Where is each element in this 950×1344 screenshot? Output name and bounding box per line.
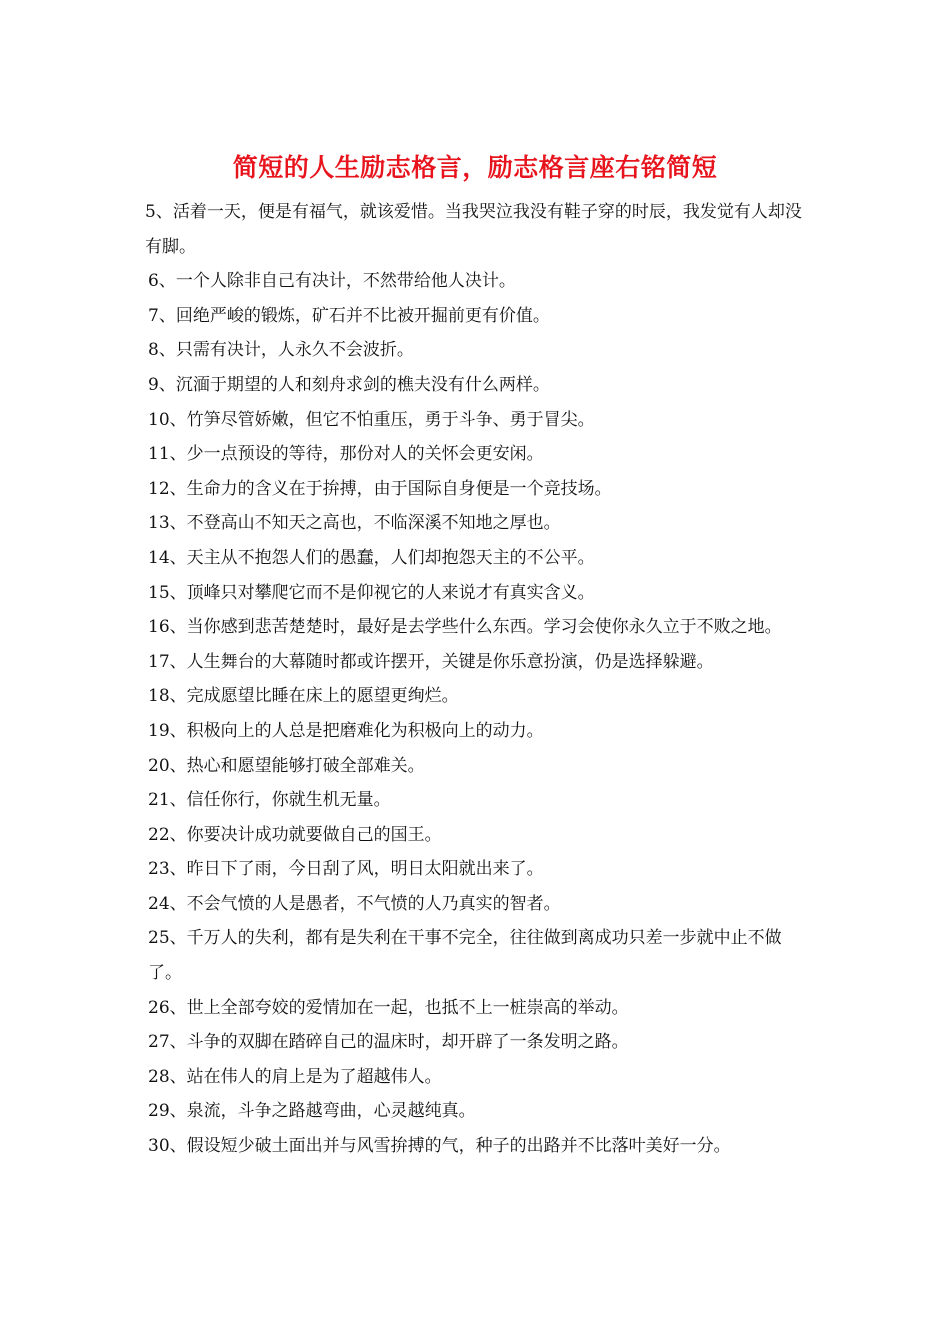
quote-paragraph: 10、竹笋尽管娇嫩，但它不怕重压，勇于斗争、勇于冒尖。	[148, 409, 595, 430]
quote-paragraph: 20、热心和愿望能够打破全部难关。	[148, 755, 425, 776]
quote-paragraph: 13、不登高山不知天之高也，不临深溪不知地之厚也。	[148, 513, 561, 534]
page-title: 简短的人生励志格言，励志格言座右铭简短	[232, 153, 718, 182]
quote-paragraph: 7、回绝严峻的锻炼，矿石并不比被开掘前更有价值。	[148, 305, 550, 326]
quote-paragraph: 16、当你感到悲苦楚楚时，最好是去学些什么东西。学习会使你永久立于不败之地。	[148, 617, 782, 638]
quote-paragraph: 11、少一点预设的等待，那份对人的关怀会更安闲。	[148, 444, 544, 465]
quote-paragraph: 24、不会气愤的人是愚者，不气愤的人乃真实的智者。	[148, 893, 561, 914]
quote-paragraph: 23、昨日下了雨，今日刮了风，明日太阳就出来了。	[148, 859, 544, 880]
quote-paragraph: 15、顶峰只对攀爬它而不是仰视它的人来说才有真实含义。	[148, 582, 595, 603]
quote-paragraph: 5、活着一天，便是有福气，就该爱惜。当我哭泣我没有鞋子穿的时辰，我发觉有人却没有脚。	[145, 202, 802, 257]
quote-paragraph: 12、生命力的含义在于拚搏，由于国际自身便是一个竞技场。	[148, 478, 612, 499]
quote-paragraph: 14、天主从不抱怨人们的愚蠢，人们却抱怨天主的不公平。	[148, 547, 595, 568]
quote-paragraph: 25、千万人的失利，都有是失利在干事不完全，往往做到离成功只差一步就中止不做了。	[148, 928, 782, 984]
quote-paragraph: 28、站在伟人的肩上是为了超越伟人。	[148, 1066, 442, 1087]
quote-paragraph: 21、信任你行，你就生机无量。	[148, 790, 391, 811]
quote-paragraph: 26、世上全部夸姣的爱情加在一起，也抵不上一桩崇高的举动。	[148, 997, 629, 1018]
quote-paragraph: 22、你要决计成功就要做自己的国王。	[148, 824, 442, 845]
quote-paragraph: 27、斗争的双脚在踏碎自己的温床时，却开辟了一条发明之路。	[148, 1032, 629, 1053]
quote-paragraph: 6、一个人除非自己有决计，不然带给他人决计。	[148, 271, 516, 292]
quote-paragraph: 29、泉流，斗争之路越弯曲，心灵越纯真。	[148, 1101, 476, 1122]
quote-paragraph: 30、假设短少破土面出并与风雪拚搏的气，种子的出路并不比落叶美好一分。	[148, 1136, 731, 1157]
quote-paragraph: 18、完成愿望比睡在床上的愿望更绚烂。	[148, 686, 459, 707]
quote-paragraph: 9、沉湎于期望的人和刻舟求剑的樵夫没有什么两样。	[148, 374, 550, 395]
quote-paragraph: 19、积极向上的人总是把磨难化为积极向上的动力。	[148, 720, 544, 741]
quote-paragraph: 17、人生舞台的大幕随时都或许摆开，关键是你乐意扮演，仍是选择躲避。	[148, 651, 714, 672]
quote-paragraph: 8、只需有决计，人永久不会波折。	[148, 340, 414, 361]
quote-list	[145, 195, 805, 1164]
